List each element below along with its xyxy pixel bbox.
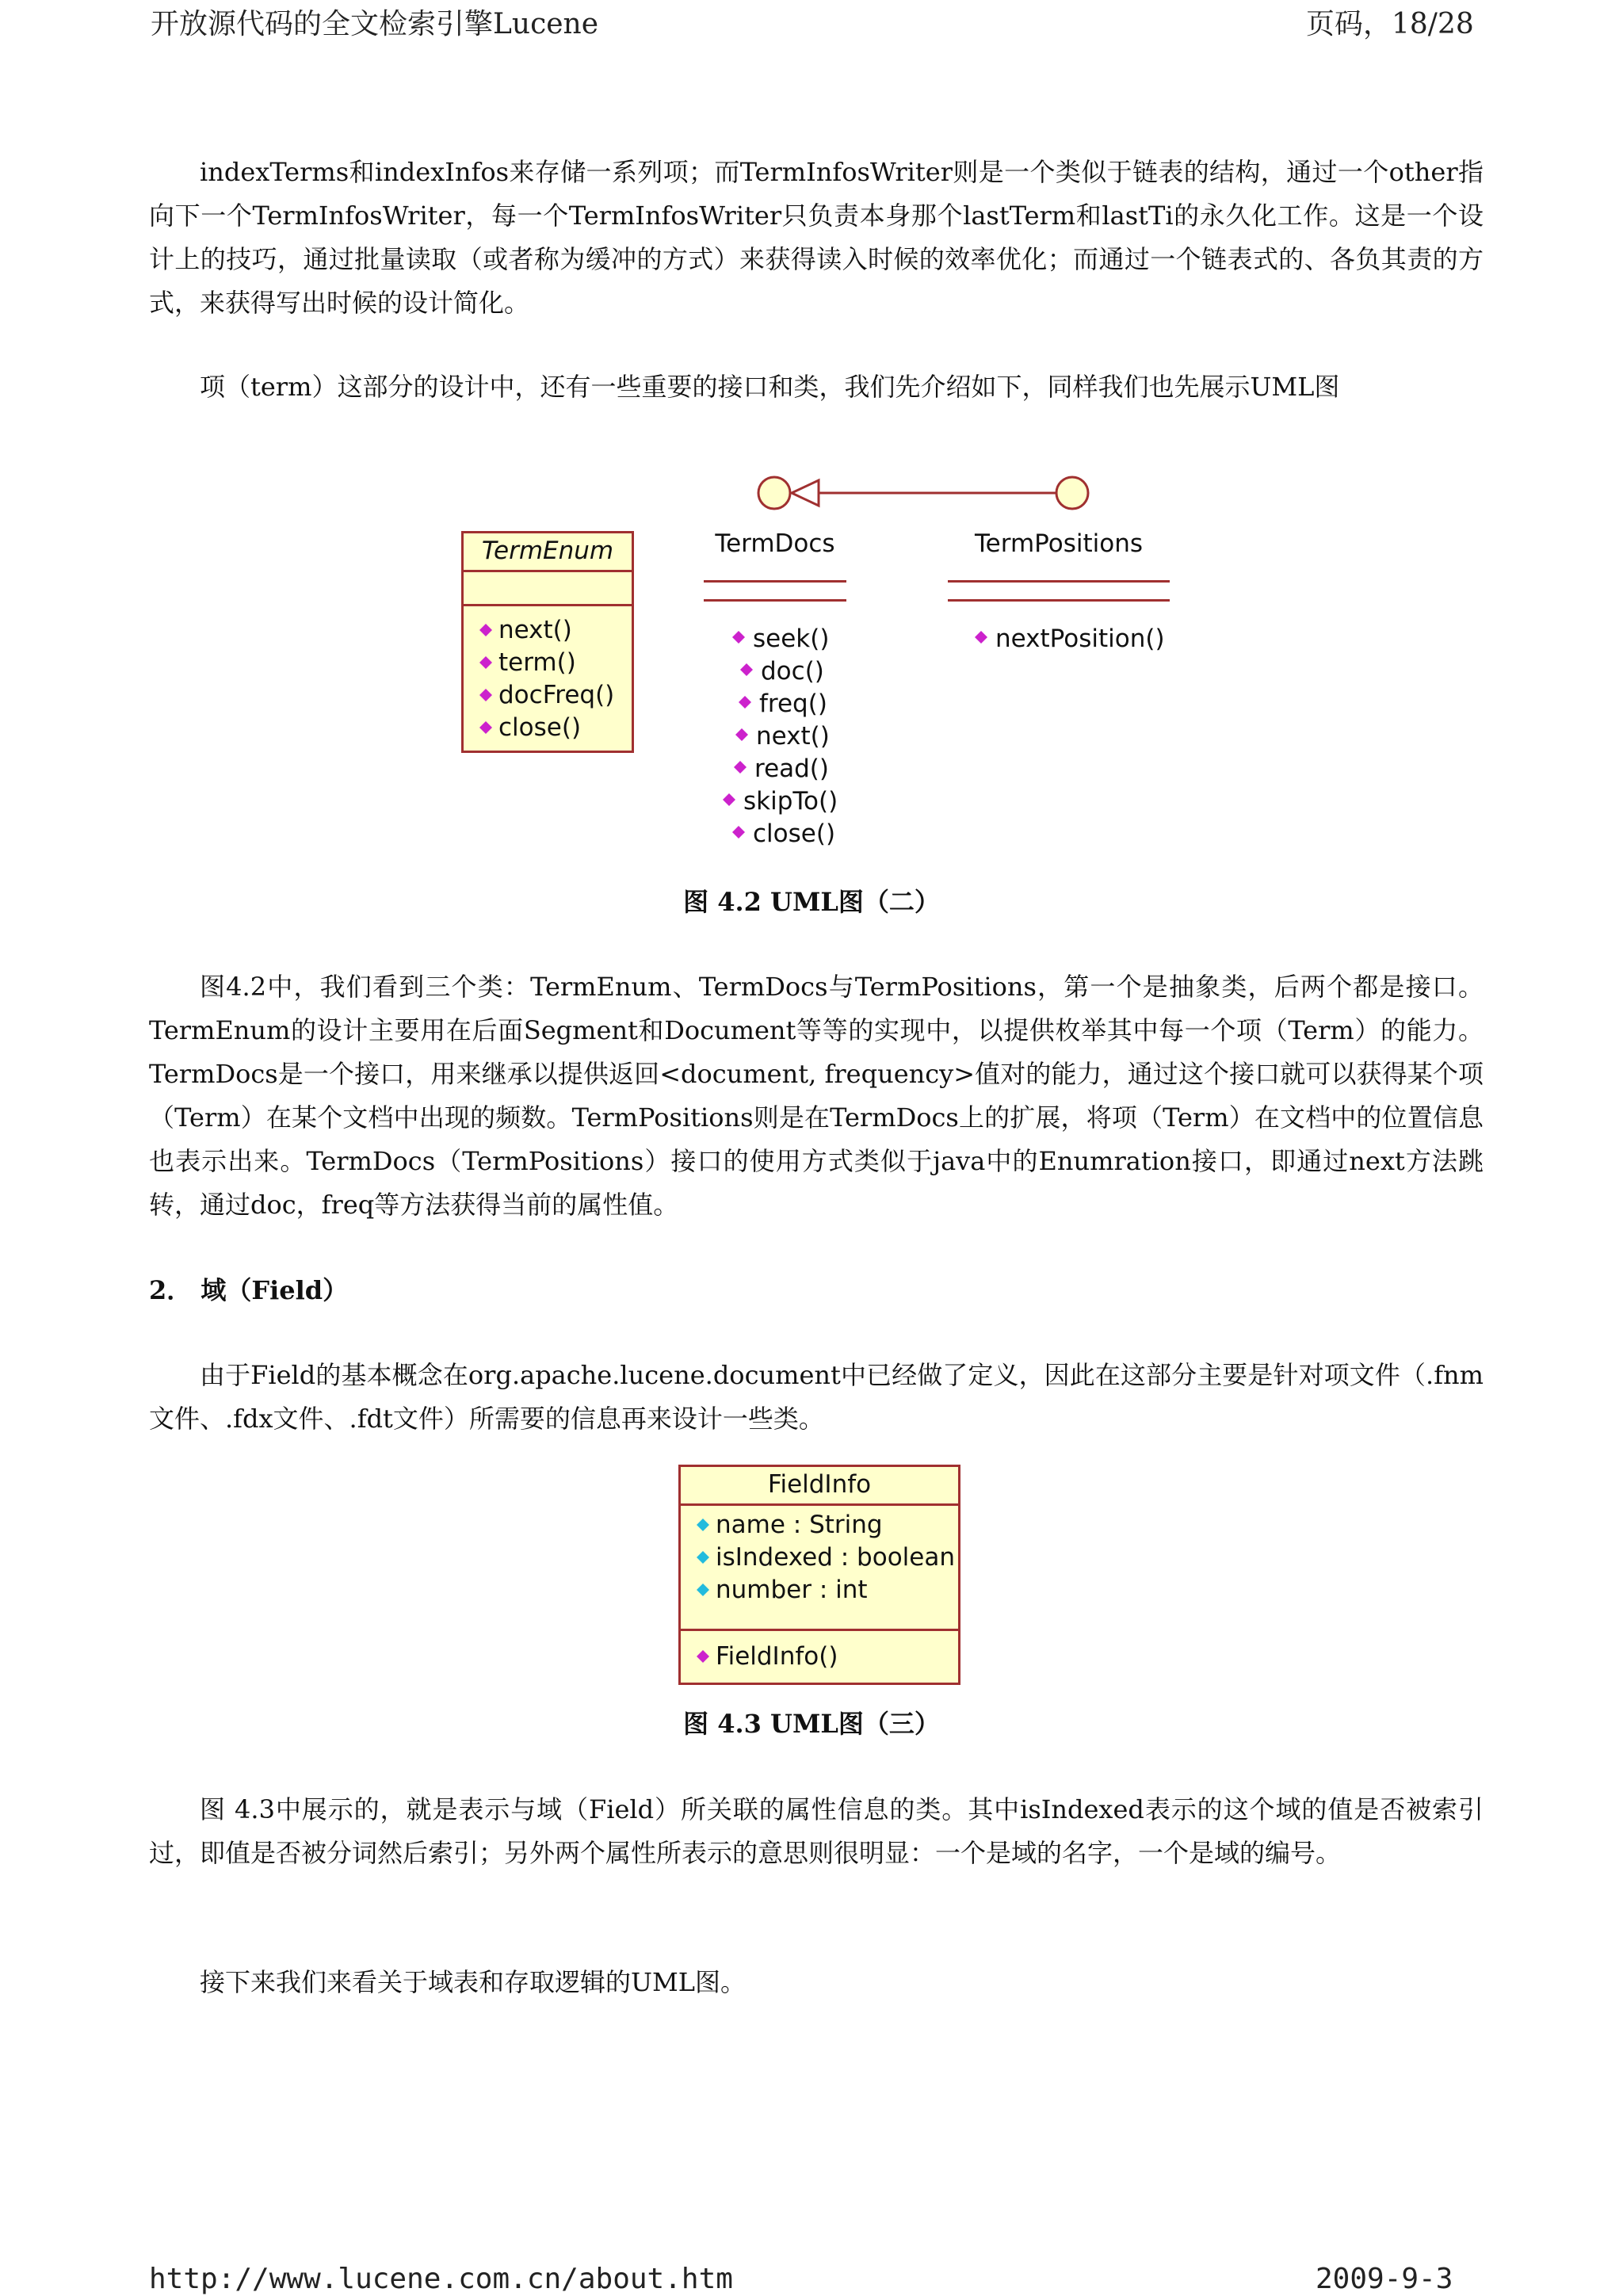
- attribute-row: number : int: [681, 1574, 958, 1606]
- method-icon: [740, 663, 753, 676]
- method-row: close(): [732, 819, 835, 848]
- paragraph-5: 图 4.3中展示的，就是表示与域（Field）所关联的属性信息的类。其中isIndexed表示的这个域的值是否被索引过，即值是否被分词然后索引；另外两个属性所表示的意思则很明显：一个是域的名字，一个是域的编号。: [149, 1794, 1484, 1868]
- method-row: close(): [464, 712, 632, 744]
- interface-termpositions-name: TermPositions: [975, 529, 1143, 558]
- source-url: http://www.lucene.com.cn/about.htm: [149, 2263, 733, 2295]
- interface-termdocs-name: TermDocs: [715, 529, 835, 558]
- paragraph-2: 项（term）这部分的设计中，还有一些重要的接口和类，我们先介绍如下，同样我们也先展示UML图: [200, 372, 1340, 402]
- method-row: freq(): [739, 690, 827, 718]
- method-icon: [697, 1650, 709, 1663]
- paragraph-6: 接下来我们来看关于域表和存取逻辑的UML图。: [200, 1967, 746, 1997]
- figure-caption-4-3: 图 4.3 UML图（三）: [683, 1709, 940, 1739]
- method-icon: [479, 624, 492, 636]
- method-row: docFreq(): [464, 679, 632, 712]
- method-icon: [732, 826, 745, 839]
- method-icon: [975, 631, 987, 644]
- uml-class-termenum: [461, 531, 634, 753]
- attribute-icon: [697, 1551, 709, 1564]
- figure-caption-4-2: 图 4.2 UML图（二）: [683, 887, 940, 917]
- method-row: seek(): [732, 625, 829, 653]
- method-icon: [479, 721, 492, 734]
- attribute-icon: [697, 1584, 709, 1596]
- method-row: skipTo(): [723, 787, 838, 816]
- attribute-row: name : String: [681, 1509, 958, 1541]
- document-title: 开放源代码的全文检索引擎Lucene: [151, 8, 599, 40]
- method-icon: [479, 689, 492, 701]
- method-icon: [479, 656, 492, 669]
- divider: [704, 599, 846, 602]
- paragraph-3: 图4.2中，我们看到三个类：TermEnum、TermDocs与TermPositions，第一个是抽象类，后两个都是接口。TermEnum的设计主要用在后面Segment和Document等等的实现中，以提供枚举其中每一个项（Term）的能力。TermDocs是一个接口，用来继承以提供返回<document, frequency>值对的能力，通过这个接口就可以获得某个项（Term）在某个文档中出现的频数。TermPositions则是在TermDocs上的扩展，将项（Term）在文档中的位置信息也表示出来。TermDocs（TermPositions）接口的使用方式类似于java中的Enumration接口，即通过next方法跳转，通过doc，freq等方法获得当前的属性值。: [149, 972, 1484, 1220]
- attribute-row: isIndexed : boolean: [681, 1541, 958, 1574]
- divider: [704, 580, 846, 583]
- method-row: next(): [464, 614, 632, 647]
- method-icon: [734, 761, 747, 774]
- class-name: FieldInfo: [767, 1470, 872, 1499]
- method-icon: [735, 728, 748, 741]
- divider: [948, 580, 1170, 583]
- method-icon: [739, 696, 751, 709]
- page-number: 页码，18/28: [1306, 8, 1474, 40]
- method-row: read(): [734, 755, 829, 783]
- section-heading-field: 2． 域（Field）: [149, 1275, 349, 1305]
- method-row: term(): [464, 647, 632, 679]
- paragraph-4: 由于Field的基本概念在org.apache.lucene.document中已经做了定义，因此在这部分主要是针对项文件（.fnm文件、.fdx文件、.fdt文件）所需要的信息再来设计一些类。: [149, 1360, 1484, 1434]
- interface-inheritance-connector: [757, 474, 1090, 514]
- method-icon: [723, 793, 735, 806]
- divider: [948, 599, 1170, 602]
- attribute-icon: [697, 1519, 709, 1531]
- method-icon: [732, 631, 745, 644]
- class-name: TermEnum: [481, 537, 614, 565]
- method-row: doc(): [740, 657, 824, 686]
- method-row: next(): [735, 722, 830, 751]
- uml-class-fieldinfo: [678, 1465, 960, 1685]
- method-row: FieldInfo(): [681, 1641, 958, 1673]
- print-date: 2009-9-3: [1316, 2263, 1453, 2295]
- paragraph-1: indexTerms和indexInfos来存储一系列项；而TermInfosWriter则是一个类似于链表的结构，通过一个other指向下一个TermInfosWriter，每一个TermInfosWriter只负责本身那个lastTerm和lastTi的永久化工作。这是一个设计上的技巧，通过批量读取（或者称为缓冲的方式）来获得读入时候的效率优化；而通过一个链表式的、各负其责的方式，来获得写出时候的设计简化。: [149, 157, 1484, 318]
- method-row: nextPosition(): [975, 625, 1165, 653]
